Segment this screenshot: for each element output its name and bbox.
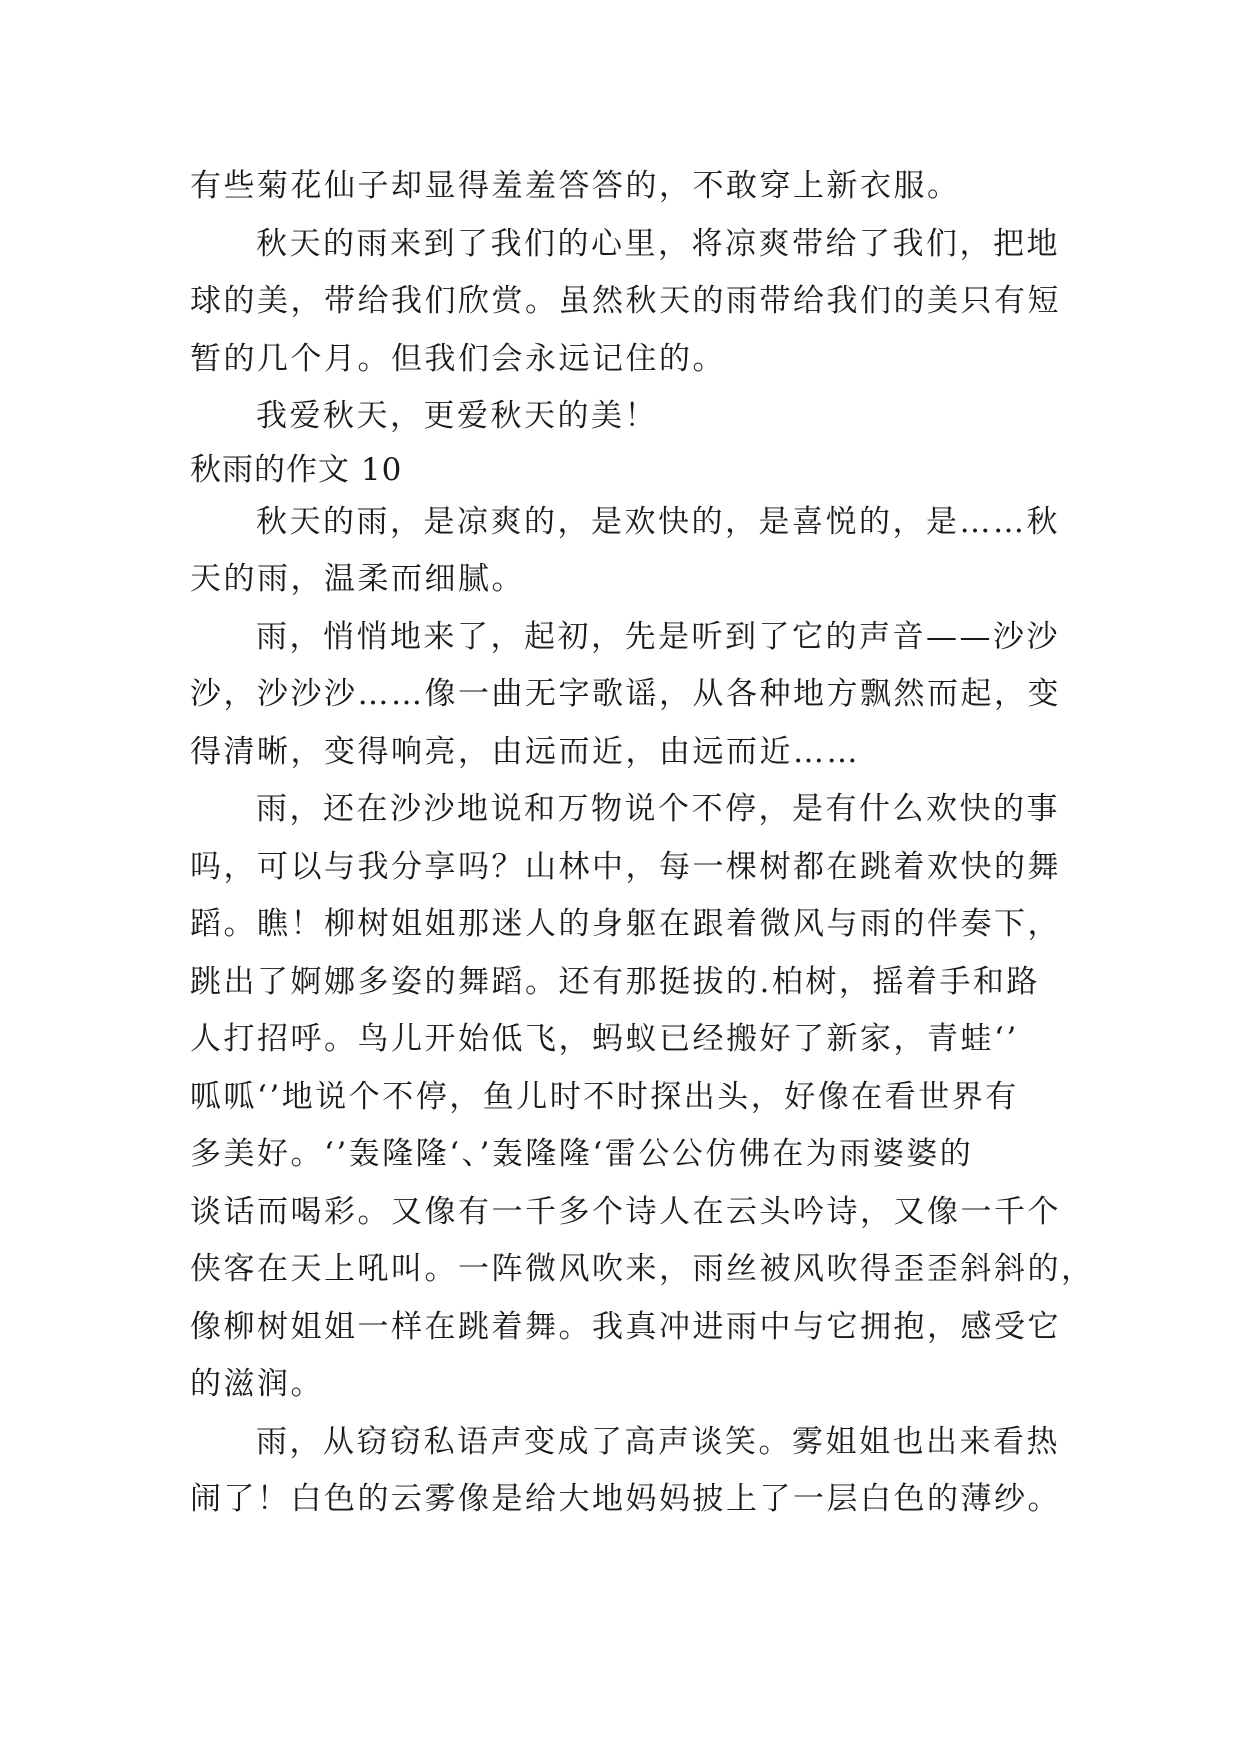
text-line: 天的雨，温柔而细腻。 [190, 561, 525, 597]
text-line: 闹了！白色的云雾像是给大地妈妈披上了一层白色的薄纱。 [190, 1481, 1061, 1517]
text-line: 人打招呼。鸟儿开始低飞，蚂蚁已经搬好了新家，青蛙‘’ [190, 1021, 1019, 1057]
paragraph-start: 雨，悄悄地来了，起初，先是听到了它的声音——沙沙 [256, 618, 1060, 655]
text-line: 多美好。‘’轰隆隆‘、’轰隆隆‘雷公公仿佛在为雨婆婆的 [190, 1136, 974, 1172]
text-line: 有些菊花仙子却显得羞羞答答的，不敢穿上新衣服。 [190, 168, 961, 204]
text-line: 吗，可以与我分享吗？山林中，每一棵树都在跳着欢快的舞 [190, 848, 1061, 885]
paragraph-start: 雨，还在沙沙地说和万物说个不停，是有什么欢快的事 [256, 791, 1060, 827]
paragraph-start: 我爱秋天，更爱秋天的美！ [256, 398, 658, 434]
text-line: 沙，沙沙沙……像一曲无字歌谣，从各种地方飘然而起，变 [190, 676, 1061, 712]
text-line: 球的美，带给我们欣赏。虽然秋天的雨带给我们的美只有短 [190, 283, 1061, 319]
text-line: 像柳树姐姐一样在跳着舞。我真冲进雨中与它拥抱，感受它 [190, 1308, 1061, 1345]
text-line: 跳出了婀娜多姿的舞蹈。还有那挺拔的.柏树，摇着手和路 [190, 963, 1040, 1000]
paragraph-start: 雨，从窃窃私语声变成了高声谈笑。雾姐姐也出来看热 [256, 1423, 1060, 1460]
paragraph-start: 秋天的雨，是凉爽的，是欢快的，是喜悦的，是……秋 [256, 503, 1060, 540]
section-title: 秋雨的作文 10 [190, 451, 403, 488]
text-line: 呱呱‘’地说个不停，鱼儿时不时探出头，好像在看世界有 [190, 1078, 1019, 1115]
text-line: 侠客在天上吼叫。一阵微风吹来，雨丝被风吹得歪歪斜斜的， [190, 1251, 1095, 1287]
text-line: 蹈。瞧！柳树姐姐那迷人的身躯在跟着微风与雨的伴奏下， [190, 906, 1061, 942]
essay-text [190, 158, 1095, 1529]
text-line: 得清晰，变得响亮，由远而近，由远而近…… [190, 733, 860, 770]
paragraph-start: 秋天的雨来到了我们的心里，将凉爽带给了我们，把地 [256, 225, 1060, 262]
text-line: 暂的几个月。但我们会永远记住的。 [190, 340, 726, 377]
text-line: 谈话而喝彩。又像有一千多个诗人在云头吟诗，又像一千个 [190, 1193, 1061, 1230]
text-line: 的滋润。 [190, 1366, 324, 1402]
